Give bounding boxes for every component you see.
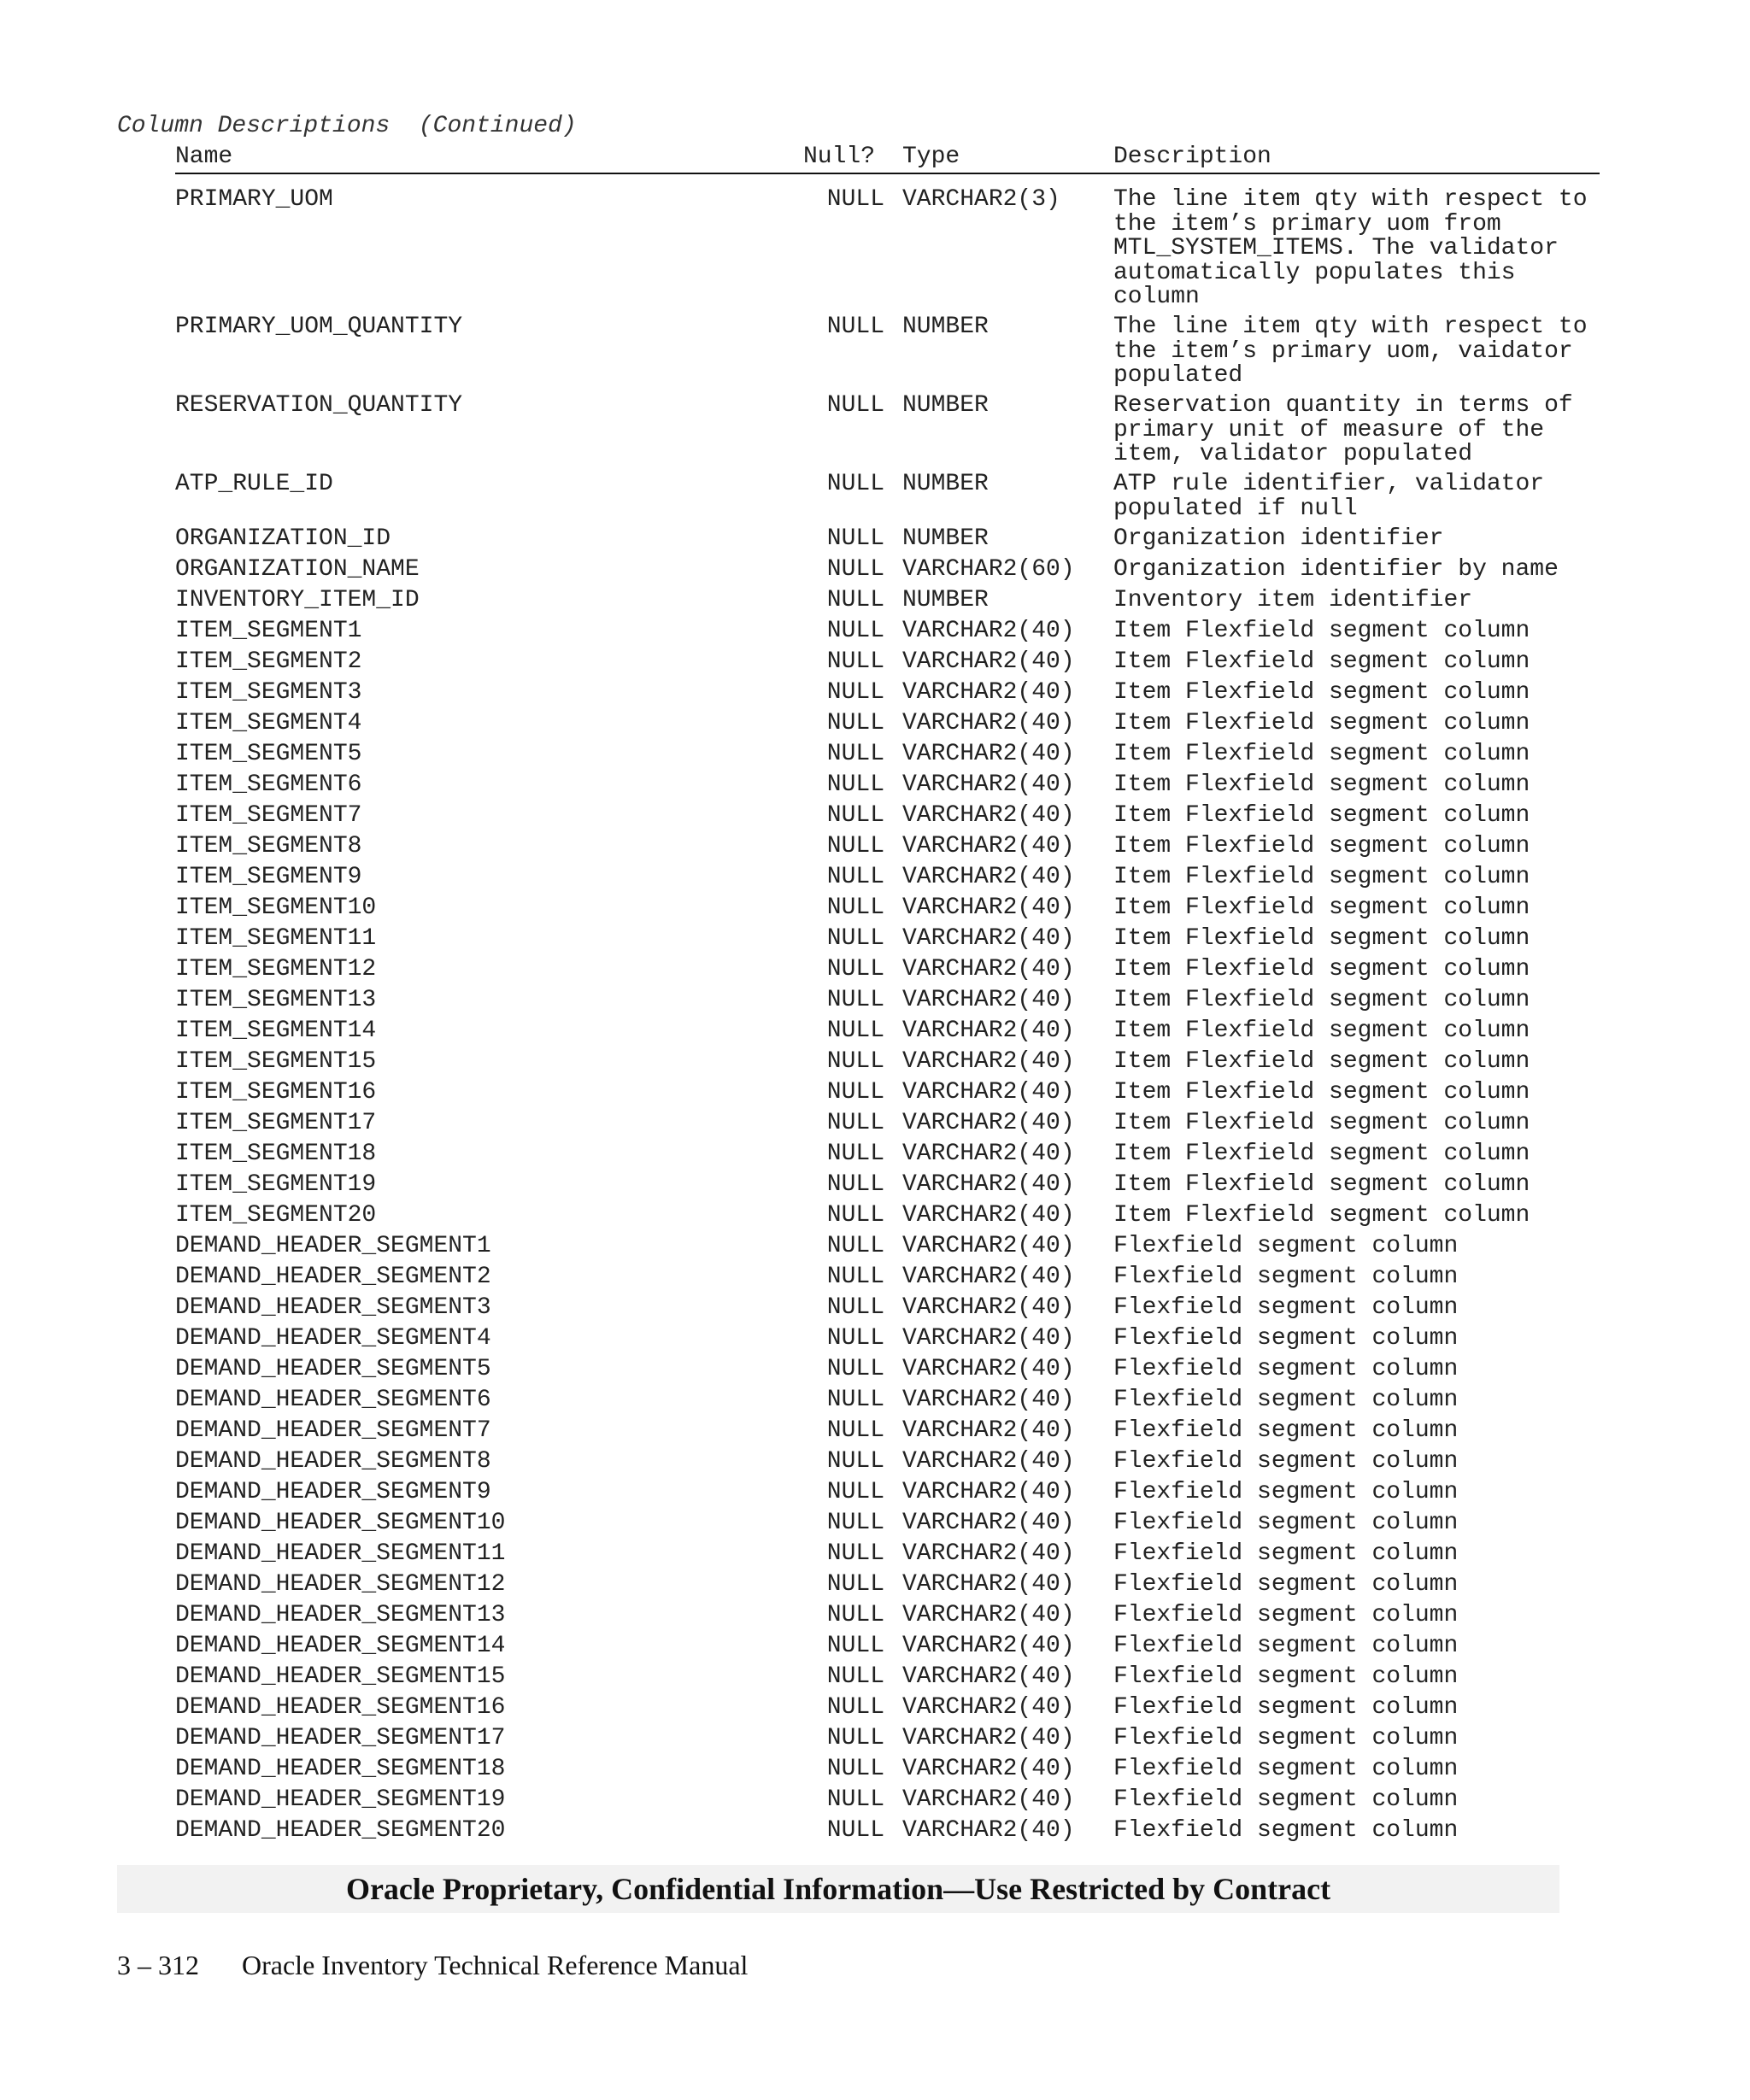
column-name: ITEM_SEGMENT20	[175, 1202, 377, 1229]
column-type: NUMBER	[902, 587, 989, 613]
column-null: NULL	[826, 956, 884, 983]
column-null: NULL	[826, 1540, 884, 1567]
column-name: ITEM_SEGMENT4	[175, 710, 362, 736]
column-name: ITEM_SEGMENT11	[175, 925, 377, 952]
column-name: ITEM_SEGMENT6	[175, 771, 362, 798]
column-name: DEMAND_HEADER_SEGMENT18	[175, 1756, 506, 1782]
table-row	[175, 835, 1600, 865]
table-row	[175, 865, 1600, 896]
column-null: NULL	[826, 1448, 884, 1475]
table-row	[175, 650, 1600, 681]
column-null: NULL	[826, 1387, 884, 1413]
column-description: Item Flexfield segment column	[1113, 864, 1530, 890]
column-description: Flexfield segment column	[1113, 1510, 1459, 1536]
column-description: Flexfield segment column	[1113, 1356, 1459, 1382]
column-description: Flexfield segment column	[1113, 1264, 1459, 1290]
column-name: ORGANIZATION_ID	[175, 525, 391, 552]
column-null: NULL	[826, 1694, 884, 1721]
column-type: VARCHAR2(40)	[902, 1510, 1075, 1536]
column-null: NULL	[826, 1510, 884, 1536]
table-row	[175, 1696, 1600, 1727]
column-null: NULL	[826, 1110, 884, 1136]
column-name: DEMAND_HEADER_SEGMENT5	[175, 1356, 491, 1382]
column-name: DEMAND_HEADER_SEGMENT3	[175, 1294, 491, 1321]
column-type: VARCHAR2(40)	[902, 895, 1075, 921]
table-row	[175, 988, 1600, 1019]
column-name: ITEM_SEGMENT3	[175, 679, 362, 706]
column-description: The line item qty with respect to the item’s primary uom from MTL_SYSTEM_ITEMS. The validator automatically populates this column	[1113, 186, 1588, 310]
column-null: NULL	[826, 1786, 884, 1813]
table-row	[175, 1112, 1600, 1142]
table-row	[175, 1235, 1600, 1265]
column-description: Flexfield segment column	[1113, 1325, 1459, 1352]
column-null: NULL	[826, 925, 884, 952]
table-row	[175, 1665, 1600, 1696]
column-null: NULL	[826, 895, 884, 921]
column-name: ITEM_SEGMENT14	[175, 1018, 377, 1044]
page-footer	[117, 1948, 748, 1982]
column-type: VARCHAR2(40)	[902, 1325, 1075, 1352]
column-type: VARCHAR2(40)	[902, 1817, 1075, 1844]
column-null: NULL	[826, 1294, 884, 1321]
column-name: RESERVATION_QUANTITY	[175, 392, 463, 419]
column-type: VARCHAR2(40)	[902, 1571, 1075, 1598]
table-row	[175, 742, 1600, 773]
table-row	[175, 1604, 1600, 1634]
column-name: ATP_RULE_ID	[175, 471, 333, 497]
table-row	[175, 1450, 1600, 1481]
column-description: Flexfield segment column	[1113, 1479, 1459, 1505]
column-null: NULL	[826, 392, 884, 419]
column-name: ITEM_SEGMENT8	[175, 833, 362, 859]
column-name: ITEM_SEGMENT10	[175, 895, 377, 921]
column-type: VARCHAR2(40)	[902, 1294, 1075, 1321]
column-name: ITEM_SEGMENT2	[175, 648, 362, 675]
table-caption: Column Descriptions (Continued)	[117, 113, 577, 139]
page-number: 3 – 312	[117, 1950, 199, 1980]
column-null: NULL	[826, 1233, 884, 1259]
table-row	[175, 589, 1600, 619]
column-type: VARCHAR2(40)	[902, 1786, 1075, 1813]
table-row	[175, 1204, 1600, 1235]
column-type: VARCHAR2(40)	[902, 987, 1075, 1013]
column-description: Item Flexfield segment column	[1113, 679, 1530, 706]
column-name: PRIMARY_UOM_QUANTITY	[175, 314, 463, 340]
column-description: Flexfield segment column	[1113, 1817, 1459, 1844]
header-null: Null?	[803, 144, 876, 170]
column-description: ATP rule identifier, validator populated if null	[1113, 471, 1545, 522]
column-type: VARCHAR2(40)	[902, 1479, 1075, 1505]
table-row	[175, 1358, 1600, 1388]
column-description: Item Flexfield segment column	[1113, 618, 1530, 644]
column-type: VARCHAR2(40)	[902, 771, 1075, 798]
table-row	[175, 927, 1600, 958]
table-row	[175, 1573, 1600, 1604]
table-row	[175, 958, 1600, 988]
column-null: NULL	[826, 471, 884, 497]
column-null: NULL	[826, 833, 884, 859]
column-description: Flexfield segment column	[1113, 1725, 1459, 1751]
column-null: NULL	[826, 1079, 884, 1106]
column-type: VARCHAR2(40)	[902, 741, 1075, 767]
column-description: Item Flexfield segment column	[1113, 1079, 1530, 1106]
column-null: NULL	[826, 1202, 884, 1229]
column-name: ITEM_SEGMENT19	[175, 1171, 377, 1198]
table-row	[175, 188, 1600, 315]
column-type: VARCHAR2(40)	[902, 1694, 1075, 1721]
column-description: Flexfield segment column	[1113, 1417, 1459, 1444]
column-null: NULL	[826, 525, 884, 552]
column-type: VARCHAR2(40)	[902, 1448, 1075, 1475]
column-descriptions-table	[175, 145, 1600, 1850]
column-null: NULL	[826, 1048, 884, 1075]
column-null: NULL	[826, 1817, 884, 1844]
column-description: Item Flexfield segment column	[1113, 1141, 1530, 1167]
column-null: NULL	[826, 314, 884, 340]
column-type: VARCHAR2(40)	[902, 802, 1075, 829]
column-type: VARCHAR2(40)	[902, 925, 1075, 952]
column-description: Flexfield segment column	[1113, 1633, 1459, 1659]
column-description: Item Flexfield segment column	[1113, 648, 1530, 675]
column-type: VARCHAR2(40)	[902, 956, 1075, 983]
column-description: Flexfield segment column	[1113, 1448, 1459, 1475]
table-row	[175, 1511, 1600, 1542]
column-null: NULL	[826, 1725, 884, 1751]
column-null: NULL	[826, 741, 884, 767]
column-null: NULL	[826, 1018, 884, 1044]
column-type: VARCHAR2(40)	[902, 1110, 1075, 1136]
table-row	[175, 1173, 1600, 1204]
column-description: Flexfield segment column	[1113, 1387, 1459, 1413]
confidential-notice: Oracle Proprietary, Confidential Information––Use Restricted by Contract	[345, 1872, 1331, 1906]
column-name: ITEM_SEGMENT16	[175, 1079, 377, 1106]
column-null: NULL	[826, 618, 884, 644]
column-null: NULL	[826, 556, 884, 583]
header-type: Type	[902, 144, 960, 170]
table-row	[175, 1050, 1600, 1081]
column-type: VARCHAR2(40)	[902, 1540, 1075, 1567]
column-description: Item Flexfield segment column	[1113, 987, 1530, 1013]
column-name: DEMAND_HEADER_SEGMENT19	[175, 1786, 506, 1813]
column-name: ITEM_SEGMENT12	[175, 956, 377, 983]
column-name: PRIMARY_UOM	[175, 186, 333, 213]
column-type: NUMBER	[902, 314, 989, 340]
column-type: VARCHAR2(40)	[902, 1202, 1075, 1229]
column-description: Item Flexfield segment column	[1113, 741, 1530, 767]
column-name: DEMAND_HEADER_SEGMENT1	[175, 1233, 491, 1259]
column-name: DEMAND_HEADER_SEGMENT13	[175, 1602, 506, 1628]
table-row	[175, 804, 1600, 835]
column-description: Item Flexfield segment column	[1113, 1110, 1530, 1136]
column-type: VARCHAR2(40)	[902, 648, 1075, 675]
column-type: VARCHAR2(40)	[902, 1171, 1075, 1198]
column-null: NULL	[826, 186, 884, 213]
column-description: Flexfield segment column	[1113, 1294, 1459, 1321]
table-row	[175, 472, 1600, 527]
header-name: Name	[175, 144, 233, 170]
column-null: NULL	[826, 648, 884, 675]
column-description: Item Flexfield segment column	[1113, 1018, 1530, 1044]
table-row	[175, 1019, 1600, 1050]
table-row	[175, 315, 1600, 394]
column-null: NULL	[826, 1141, 884, 1167]
table-header	[175, 145, 1600, 174]
column-type: VARCHAR2(40)	[902, 1387, 1075, 1413]
table-row	[175, 1419, 1600, 1450]
table-row	[175, 1634, 1600, 1665]
manual-title: Oracle Inventory Technical Reference Manual	[242, 1950, 749, 1980]
column-description: Item Flexfield segment column	[1113, 925, 1530, 952]
column-null: NULL	[826, 1356, 884, 1382]
column-description: Item Flexfield segment column	[1113, 771, 1530, 798]
column-name: DEMAND_HEADER_SEGMENT10	[175, 1510, 506, 1536]
column-type: VARCHAR2(40)	[902, 679, 1075, 706]
column-null: NULL	[826, 1479, 884, 1505]
column-description: Flexfield segment column	[1113, 1540, 1459, 1567]
column-null: NULL	[826, 1602, 884, 1628]
column-type: NUMBER	[902, 471, 989, 497]
column-description: Flexfield segment column	[1113, 1756, 1459, 1782]
column-null: NULL	[826, 802, 884, 829]
column-type: VARCHAR2(40)	[902, 864, 1075, 890]
column-name: DEMAND_HEADER_SEGMENT9	[175, 1479, 491, 1505]
column-type: VARCHAR2(40)	[902, 1633, 1075, 1659]
column-null: NULL	[826, 771, 884, 798]
column-type: VARCHAR2(40)	[902, 1356, 1075, 1382]
column-name: DEMAND_HEADER_SEGMENT7	[175, 1417, 491, 1444]
column-description: Reservation quantity in terms of primary unit of measure of the item, validator populated	[1113, 392, 1573, 467]
table-row	[175, 1081, 1600, 1112]
column-null: NULL	[826, 1264, 884, 1290]
column-null: NULL	[826, 1663, 884, 1690]
table-row	[175, 773, 1600, 804]
column-description: Item Flexfield segment column	[1113, 1048, 1530, 1075]
column-name: INVENTORY_ITEM_ID	[175, 587, 420, 613]
column-description: Inventory item identifier	[1113, 587, 1473, 613]
table-row	[175, 1142, 1600, 1173]
column-description: Flexfield segment column	[1113, 1694, 1459, 1721]
column-description: Flexfield segment column	[1113, 1233, 1459, 1259]
column-description: Item Flexfield segment column	[1113, 833, 1530, 859]
column-name: ITEM_SEGMENT5	[175, 741, 362, 767]
table-row	[175, 681, 1600, 712]
column-type: VARCHAR2(40)	[902, 1264, 1075, 1290]
column-type: VARCHAR2(60)	[902, 556, 1075, 583]
column-null: NULL	[826, 1417, 884, 1444]
table-row	[175, 619, 1600, 650]
column-name: DEMAND_HEADER_SEGMENT20	[175, 1817, 506, 1844]
column-null: NULL	[826, 679, 884, 706]
column-description: Flexfield segment column	[1113, 1602, 1459, 1628]
column-type: NUMBER	[902, 525, 989, 552]
column-name: DEMAND_HEADER_SEGMENT11	[175, 1540, 506, 1567]
column-null: NULL	[826, 1571, 884, 1598]
column-name: DEMAND_HEADER_SEGMENT17	[175, 1725, 506, 1751]
column-null: NULL	[826, 1633, 884, 1659]
table-row	[175, 1819, 1600, 1850]
column-name: DEMAND_HEADER_SEGMENT16	[175, 1694, 506, 1721]
column-description: Flexfield segment column	[1113, 1786, 1459, 1813]
table-row	[175, 1296, 1600, 1327]
column-description: Organization identifier by name	[1113, 556, 1559, 583]
table-row	[175, 1727, 1600, 1757]
column-description: Organization identifier	[1113, 525, 1444, 552]
column-type: VARCHAR2(40)	[902, 710, 1075, 736]
column-type: VARCHAR2(40)	[902, 1756, 1075, 1782]
column-name: DEMAND_HEADER_SEGMENT2	[175, 1264, 491, 1290]
table-row	[175, 1757, 1600, 1788]
column-description: Item Flexfield segment column	[1113, 956, 1530, 983]
column-type: VARCHAR2(40)	[902, 1018, 1075, 1044]
column-type: VARCHAR2(40)	[902, 1663, 1075, 1690]
column-name: ITEM_SEGMENT15	[175, 1048, 377, 1075]
column-name: ORGANIZATION_NAME	[175, 556, 420, 583]
column-type: VARCHAR2(40)	[902, 1417, 1075, 1444]
table-body	[175, 174, 1600, 1850]
table-row	[175, 1265, 1600, 1296]
column-type: NUMBER	[902, 392, 989, 419]
column-null: NULL	[826, 1171, 884, 1198]
table-row	[175, 1542, 1600, 1573]
column-description: Item Flexfield segment column	[1113, 710, 1530, 736]
column-name: DEMAND_HEADER_SEGMENT14	[175, 1633, 506, 1659]
table-row	[175, 1388, 1600, 1419]
table-row	[175, 394, 1600, 472]
column-description: Flexfield segment column	[1113, 1571, 1459, 1598]
column-type: VARCHAR2(3)	[902, 186, 1060, 213]
column-name: ITEM_SEGMENT18	[175, 1141, 377, 1167]
column-name: ITEM_SEGMENT13	[175, 987, 377, 1013]
column-type: VARCHAR2(40)	[902, 833, 1075, 859]
column-type: VARCHAR2(40)	[902, 1602, 1075, 1628]
column-name: DEMAND_HEADER_SEGMENT6	[175, 1387, 491, 1413]
column-description: Item Flexfield segment column	[1113, 895, 1530, 921]
column-null: NULL	[826, 1325, 884, 1352]
column-name: ITEM_SEGMENT7	[175, 802, 362, 829]
column-name: DEMAND_HEADER_SEGMENT8	[175, 1448, 491, 1475]
table-row	[175, 527, 1600, 558]
column-description: Flexfield segment column	[1113, 1663, 1459, 1690]
column-null: NULL	[826, 1756, 884, 1782]
column-description: Item Flexfield segment column	[1113, 1171, 1530, 1198]
column-name: ITEM_SEGMENT1	[175, 618, 362, 644]
column-name: ITEM_SEGMENT9	[175, 864, 362, 890]
header-description: Description	[1113, 144, 1271, 170]
column-name: ITEM_SEGMENT17	[175, 1110, 377, 1136]
table-row	[175, 1481, 1600, 1511]
table-row	[175, 1327, 1600, 1358]
column-type: VARCHAR2(40)	[902, 618, 1075, 644]
column-type: VARCHAR2(40)	[902, 1141, 1075, 1167]
column-type: VARCHAR2(40)	[902, 1725, 1075, 1751]
column-type: VARCHAR2(40)	[902, 1233, 1075, 1259]
column-description: The line item qty with respect to the item’s primary uom, vaidator populated	[1113, 314, 1588, 389]
column-name: DEMAND_HEADER_SEGMENT15	[175, 1663, 506, 1690]
column-type: VARCHAR2(40)	[902, 1048, 1075, 1075]
column-name: DEMAND_HEADER_SEGMENT4	[175, 1325, 491, 1352]
column-null: NULL	[826, 987, 884, 1013]
table-row	[175, 712, 1600, 742]
column-null: NULL	[826, 587, 884, 613]
table-row	[175, 896, 1600, 927]
column-description: Item Flexfield segment column	[1113, 1202, 1530, 1229]
column-description: Item Flexfield segment column	[1113, 802, 1530, 829]
column-null: NULL	[826, 710, 884, 736]
table-row	[175, 1788, 1600, 1819]
table-row	[175, 558, 1600, 589]
column-null: NULL	[826, 864, 884, 890]
column-type: VARCHAR2(40)	[902, 1079, 1075, 1106]
column-name: DEMAND_HEADER_SEGMENT12	[175, 1571, 506, 1598]
